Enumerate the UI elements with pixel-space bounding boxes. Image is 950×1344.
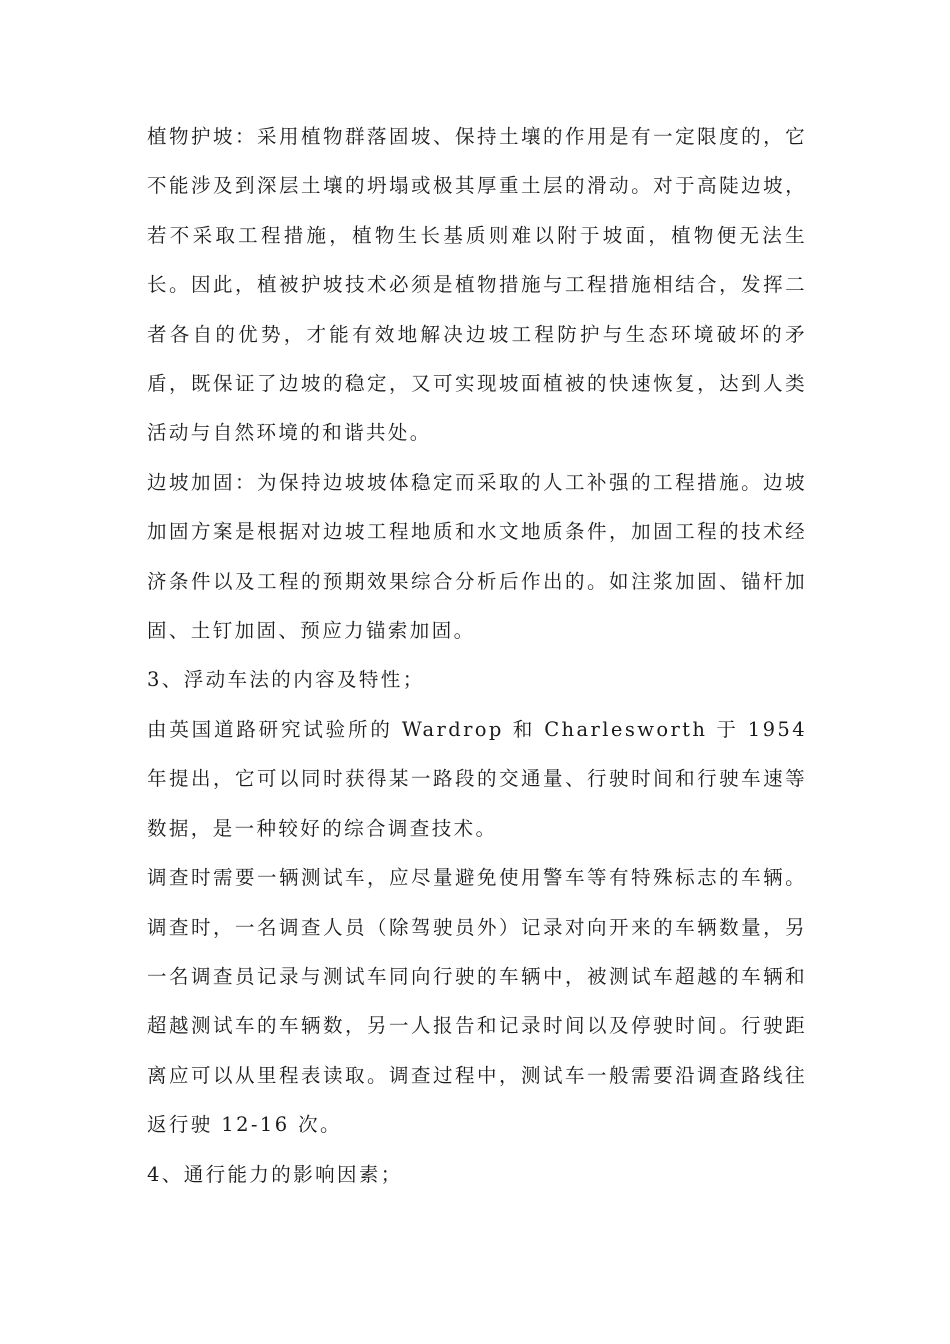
- section-heading-capacity-factors: 4、通行能力的影响因素；: [147, 1162, 403, 1186]
- paragraph-floating-car-procedure: 调查时需要一辆测试车，应尽量避免使用警车等有特殊标志的车辆。调查时，一名调查人员（除驾驶员外）记录对向开来的车辆数量，另一名调查员记录与测试车同向行驶的车辆中，被测试车超越的车辆和超越测试车的车辆数，另一人报告和记录时间以及停驶时间。行驶距离应可以从里程表读取。调查过程中，测试车一般需要沿调查路线往返行驶 12-16 次。: [147, 866, 807, 1137]
- paragraph-vegetation-slope-protection: 植物护坡：采用植物群落固坡、保持土壤的作用是有一定限度的，它不能涉及到深层土壤的坍塌或极其厚重土层的滑动。对于高陡边坡，若不采取工程措施，植物生长基质则难以附于坡面，植物便无法生长。因此，植被护坡技术必须是植物措施与工程措施相结合，发挥二者各自的优势，才能有效地解决边坡工程防护与生态环境破坏的矛盾，既保证了边坡的稳定，又可实现坡面植被的快速恢复，达到人类活动与自然环境的和谐共处。: [147, 125, 807, 445]
- document-body: [147, 112, 807, 1199]
- section-heading-floating-car-method: 3、浮动车法的内容及特性；: [147, 668, 425, 692]
- paragraph-slope-reinforcement: 边坡加固：为保持边坡坡体稳定而采取的人工补强的工程措施。边坡加固方案是根据对边坡工程地质和水文地质条件，加固工程的技术经济条件以及工程的预期效果综合分析后作出的。如注浆加固、锚杆加固、土钉加固、预应力锚索加固。: [147, 470, 807, 643]
- paragraph-floating-car-origin: 由英国道路研究试验所的 Wardrop 和 Charlesworth 于 1954 年提出，它可以同时获得某一路段的交通量、行驶时间和行驶车速等数据，是一种较好的综合调查技术。: [147, 717, 807, 840]
